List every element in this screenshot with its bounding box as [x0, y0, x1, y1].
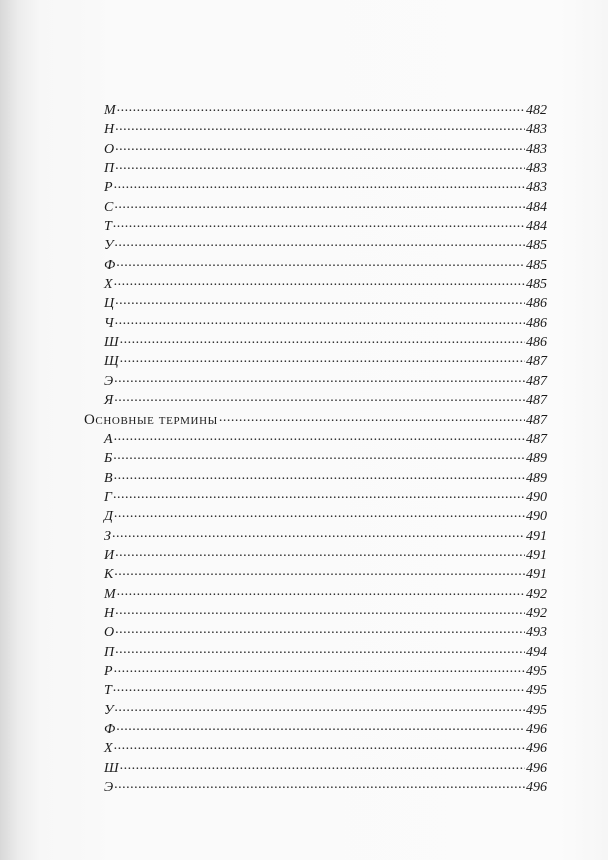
dot-leader	[114, 466, 525, 485]
toc-entry-label: Р	[104, 663, 113, 679]
toc-entry-label: А	[104, 431, 113, 447]
dot-leader	[219, 408, 525, 427]
toc-entry-label: Д	[104, 509, 113, 525]
table-of-contents	[84, 101, 547, 797]
dot-leader	[113, 485, 525, 504]
toc-entry-page-number: 483	[526, 161, 547, 177]
dot-leader	[114, 775, 525, 794]
toc-entry-label: Х	[104, 741, 113, 757]
dot-leader	[115, 291, 525, 310]
dot-leader	[120, 349, 525, 368]
dot-leader	[117, 582, 525, 601]
toc-entry-page-number: 483	[526, 180, 547, 196]
dot-leader	[114, 698, 525, 717]
dot-leader	[114, 233, 525, 252]
dot-leader	[115, 601, 525, 620]
dot-leader	[113, 678, 525, 697]
toc-entry-label: Ц	[104, 296, 115, 312]
toc-entry-label: Ф	[104, 257, 116, 273]
toc-entry-page-number: 490	[526, 489, 547, 505]
toc-entry-label: Т	[104, 683, 112, 699]
dot-leader	[114, 388, 525, 407]
toc-entry-page-number: 485	[526, 277, 547, 293]
toc-entry-label: Н	[104, 605, 115, 621]
toc-entry-page-number: 496	[526, 741, 547, 757]
dot-leader	[116, 717, 525, 736]
dot-leader	[115, 117, 525, 136]
dot-leader	[113, 214, 525, 233]
toc-entry-label: Р	[104, 180, 113, 196]
toc-entry-page-number: 489	[526, 470, 547, 486]
dot-leader	[115, 640, 525, 659]
toc-entry-label: Г	[104, 489, 112, 505]
toc-entry-page-number: 483	[526, 141, 547, 157]
dot-leader	[114, 659, 525, 678]
toc-entry-label: Э	[104, 780, 114, 796]
toc-entry-label: О	[104, 625, 115, 641]
toc-entry-label: М	[104, 586, 116, 602]
toc-entry-page-number: 495	[526, 702, 547, 718]
dot-leader	[114, 195, 525, 214]
toc-letter-entry	[84, 778, 547, 797]
dot-leader	[115, 620, 525, 639]
toc-entry-label: В	[104, 470, 113, 486]
dot-leader	[114, 272, 525, 291]
toc-entry-page-number: 484	[526, 219, 547, 235]
toc-entry-label: И	[104, 547, 115, 563]
toc-entry-label: Основные термины	[84, 411, 218, 428]
dot-leader	[115, 311, 525, 330]
toc-entry-page-number: 487	[526, 412, 547, 428]
toc-entry-page-number: 487	[526, 354, 547, 370]
toc-entry-page-number: 493	[526, 625, 547, 641]
dot-leader	[112, 524, 525, 543]
toc-entry-label: О	[104, 141, 115, 157]
dot-leader	[115, 137, 525, 156]
dot-leader	[113, 446, 525, 465]
dot-leader	[114, 562, 525, 581]
toc-entry-label: З	[104, 528, 111, 544]
toc-entry-label: У	[104, 238, 114, 254]
toc-entry-page-number: 484	[526, 199, 547, 215]
toc-entry-label: Т	[104, 219, 112, 235]
toc-entry-label: Я	[104, 393, 114, 409]
toc-entry-label: Ш	[104, 760, 119, 776]
toc-entry-page-number: 490	[526, 509, 547, 525]
toc-entry-label: У	[104, 702, 114, 718]
toc-entry-label: Н	[104, 122, 115, 138]
toc-entry-page-number: 487	[526, 431, 547, 447]
toc-entry-label: Э	[104, 373, 114, 389]
toc-entry-label: Ф	[104, 722, 116, 737]
toc-entry-label: С	[104, 199, 114, 215]
toc-entry-page-number: 487	[526, 373, 547, 389]
toc-entry-page-number: 483	[526, 122, 547, 138]
toc-entry-page-number: 491	[526, 547, 547, 563]
dot-leader	[115, 543, 525, 562]
dot-leader	[114, 504, 525, 523]
dot-leader	[117, 98, 525, 117]
toc-entry-label: Ч	[104, 315, 114, 331]
toc-entry-page-number: 496	[526, 780, 547, 796]
dot-leader	[114, 427, 525, 446]
toc-entry-page-number: 486	[526, 296, 547, 312]
toc-entry-label: П	[104, 161, 115, 177]
toc-entry-label: Б	[104, 451, 113, 467]
toc-entry-page-number: 495	[526, 663, 547, 679]
toc-entry-page-number: 487	[526, 393, 547, 409]
dot-leader	[114, 736, 525, 755]
toc-entry-page-number: 496	[526, 760, 547, 776]
toc-entry-label: М	[104, 103, 116, 118]
toc-entry-page-number: 491	[526, 528, 547, 544]
toc-entry-page-number: 486	[526, 335, 547, 351]
toc-entry-page-number: 489	[526, 451, 547, 467]
toc-entry-label: Ш	[104, 335, 119, 351]
toc-entry-page-number: 482	[526, 103, 547, 118]
toc-entry-label: Щ	[104, 354, 119, 370]
toc-entry-page-number: 485	[526, 257, 547, 273]
dot-leader	[114, 369, 525, 388]
toc-entry-page-number: 495	[526, 683, 547, 699]
toc-entry-label: К	[104, 567, 114, 583]
dot-leader	[120, 756, 525, 775]
toc-entry-page-number: 494	[526, 644, 547, 660]
toc-entry-page-number: 492	[526, 586, 547, 602]
dot-leader	[116, 253, 525, 272]
toc-entry-page-number: 496	[526, 722, 547, 737]
dot-leader	[114, 175, 525, 194]
toc-entry-page-number: 492	[526, 605, 547, 621]
dot-leader	[120, 330, 525, 349]
dot-leader	[115, 156, 525, 175]
toc-entry-page-number: 491	[526, 567, 547, 583]
toc-entry-label: П	[104, 644, 115, 660]
toc-entry-page-number: 486	[526, 315, 547, 331]
toc-entry-label: Х	[104, 277, 113, 293]
toc-entry-page-number: 485	[526, 238, 547, 254]
